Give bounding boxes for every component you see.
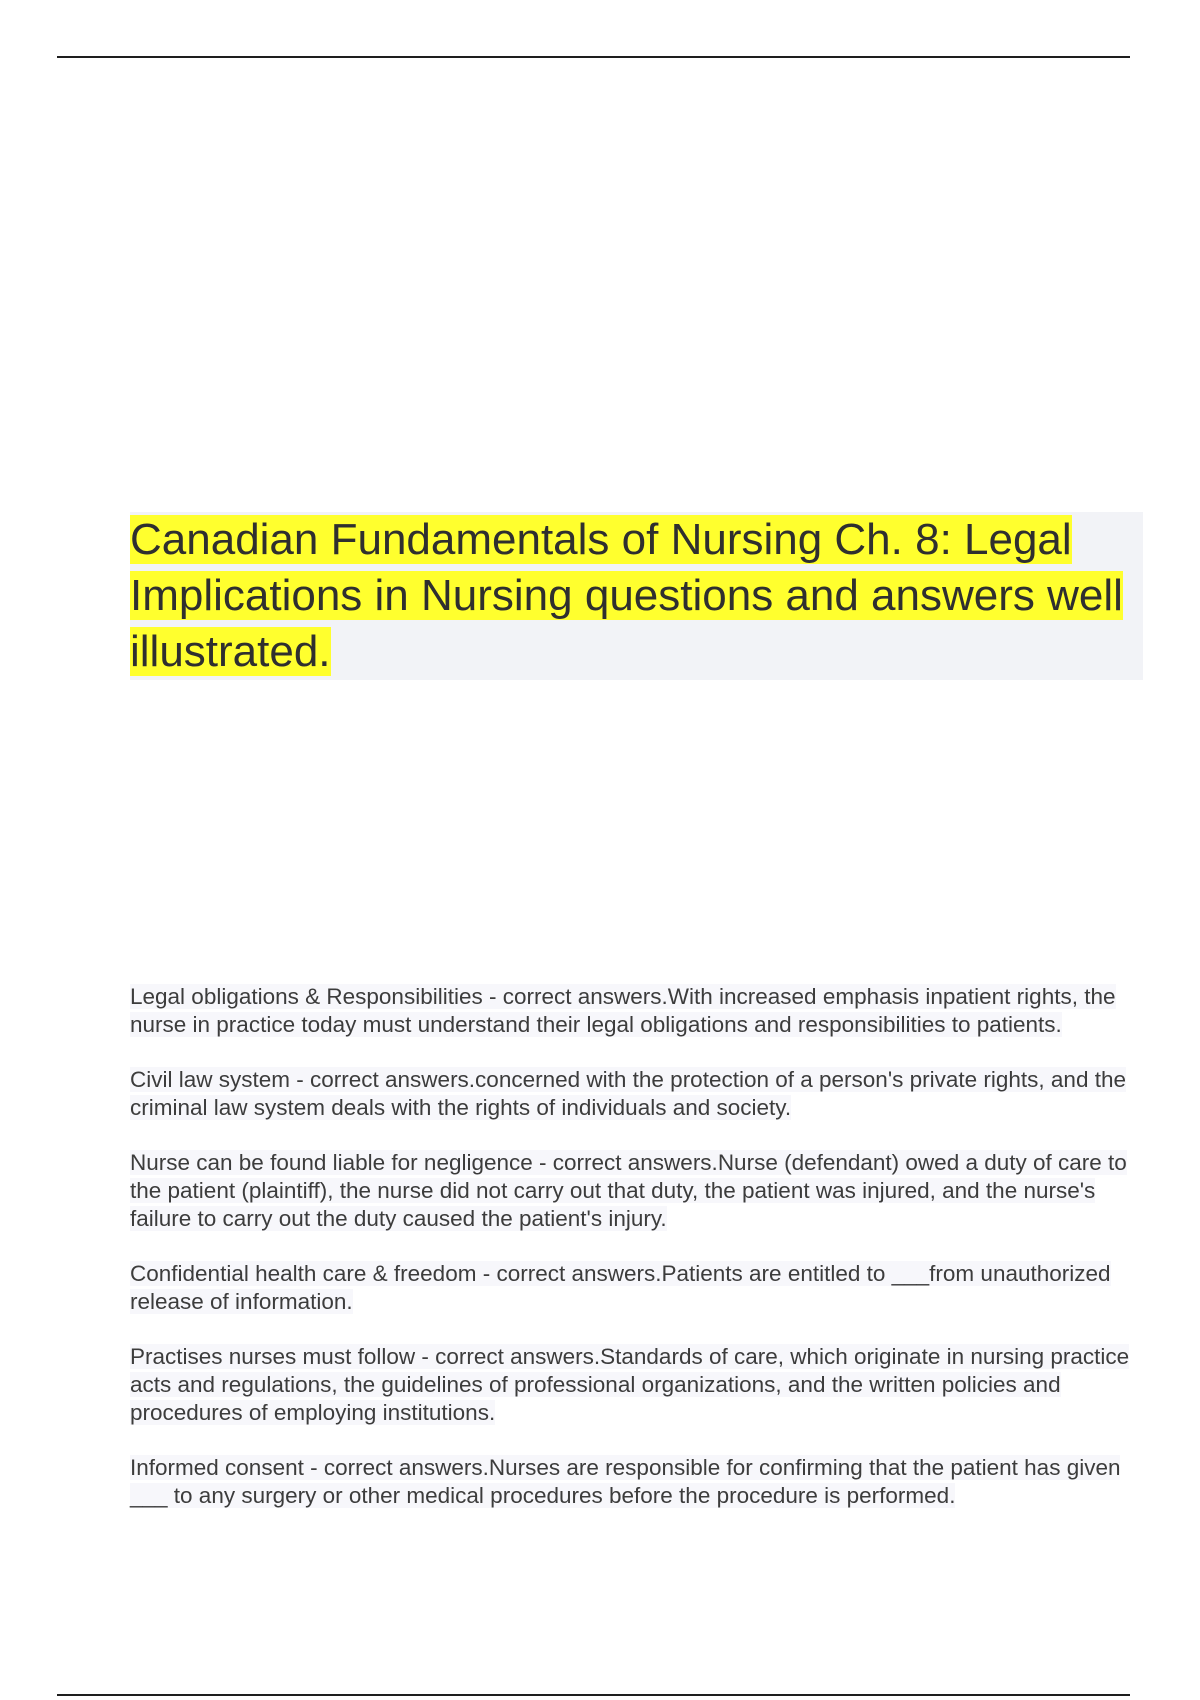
bottom-rule <box>57 1694 1130 1696</box>
title-block <box>130 512 1143 680</box>
top-rule <box>57 56 1130 58</box>
title-highlight: Canadian Fundamentals of Nursing Ch. 8: Legal Implications in Nursing questions and answers well illustrated. <box>130 515 1123 676</box>
qa-item-practises: Practises nurses must follow - correct answers.Standards of care, which originate in nursing practice acts and regulations, the guidelines of professional organizations, and the written policies and procedures of employing institutions. <box>130 1344 1130 1425</box>
qa-item-negligence: Nurse can be found liable for negligence - correct answers.Nurse (defendant) owed a duty of care to the patient (plaintiff), the nurse did not carry out that duty, the patient was injured, and the nurse's failure to carry out the duty caused the patient's injury. <box>130 1150 1127 1231</box>
document-title <box>130 512 1130 680</box>
qa-item-confidential: Confidential health care & freedom - correct answers.Patients are entitled to ___from unauthorized release of information. <box>130 1261 1111 1314</box>
qa-item-civil-law: Civil law system - correct answers.concerned with the protection of a person's private rights, and the criminal law system deals with the rights of individuals and society. <box>130 1067 1126 1120</box>
qa-item-legal-obligations: Legal obligations & Responsibilities - correct answers.With increased emphasis inpatient rights, the nurse in practice today must understand their legal obligations and responsibilities to patients. <box>130 984 1116 1037</box>
qa-item-informed-consent: Informed consent - correct answers.Nurses are responsible for confirming that the patient has given ___ to any surgery or other medical procedures before the procedure is performed. <box>130 1455 1121 1508</box>
qa-list <box>130 983 1140 1537</box>
